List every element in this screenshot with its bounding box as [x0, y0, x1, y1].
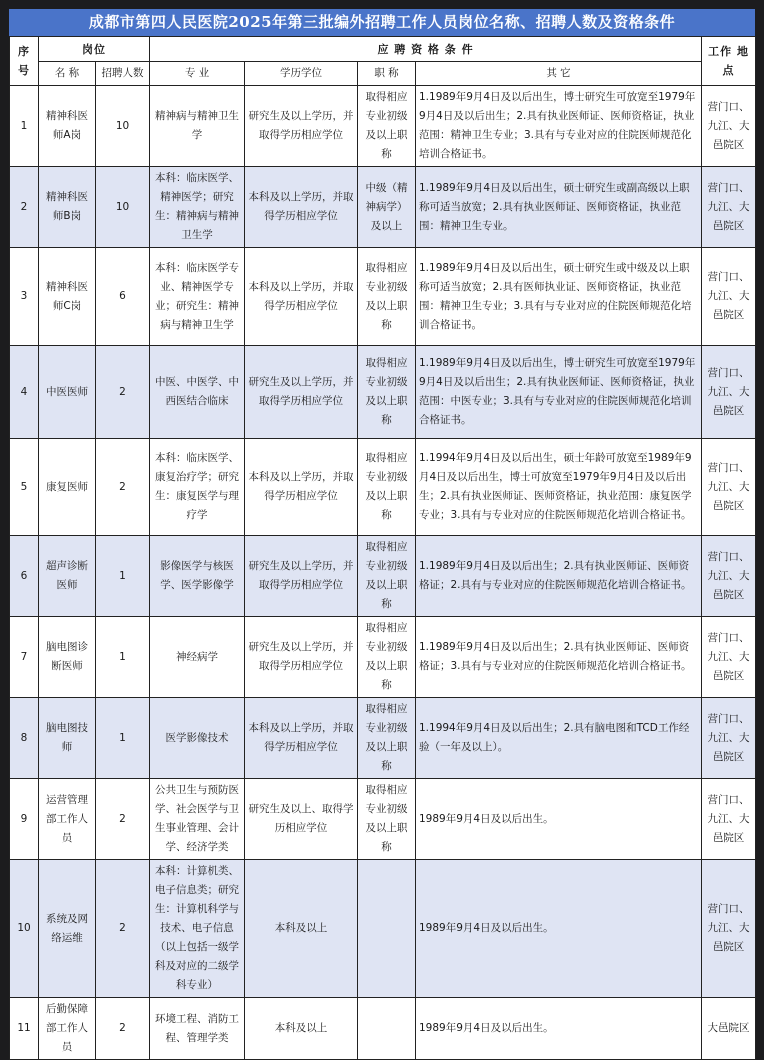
row-other: 1.1989年9月4日及以后出生，博士研究生可放宽至1979年9月4日及以后出生；2.具有执业医师证、医师资格证，执业范围：中医专业；3.具有与专业对应的住院医师规范化培训合格证书。	[416, 346, 702, 439]
row-other: 1989年9月4日及以后出生。	[416, 998, 702, 1060]
row-post-name: 康复医师	[39, 439, 96, 536]
row-count: 1	[96, 698, 150, 779]
row-title-rank: 取得相应专业初级及以上职称	[358, 86, 416, 167]
row-major: 神经病学	[150, 617, 245, 698]
row-other: 1.1989年9月4日及以后出生，硕士研究生或中级及以上职称可适当放宽；2.具有医师执业证、医师资格证，执业范围：精神卫生专业；3.具有与专业对应的住院医师规范化培训合格证书。	[416, 248, 702, 346]
row-title-rank: 取得相应专业初级及以上职称	[358, 346, 416, 439]
row-major: 医学影像技术	[150, 698, 245, 779]
row-post-name: 运营管理部工作人员	[39, 779, 96, 860]
row-other: 1.1989年9月4日及以后出生，博士研究生可放宽至1979年9月4日及以后出生；2.具有执业医师证、医师资格证，执业范围：精神卫生专业；3.具有与专业对应的住院医师规范化培训合格证书。	[416, 86, 702, 167]
row-major: 本科：临床医学、康复治疗学；研究生：康复医学与理疗学	[150, 439, 245, 536]
row-education: 研究生及以上学历，并取得学历相应学位	[245, 86, 358, 167]
row-seq: 10	[10, 860, 39, 998]
table-row	[10, 998, 756, 1060]
row-seq: 7	[10, 617, 39, 698]
table-row	[10, 617, 756, 698]
row-count: 2	[96, 860, 150, 998]
row-seq: 4	[10, 346, 39, 439]
row-location: 营门口、九江、大邑院区	[702, 860, 756, 998]
row-location: 营门口、九江、大邑院区	[702, 536, 756, 617]
row-title-rank: 取得相应专业初级及以上职称	[358, 536, 416, 617]
row-title-rank: 取得相应专业初级及以上职称	[358, 248, 416, 346]
row-major: 本科：计算机类、电子信息类；研究生：计算机科学与技术、电子信息（以上包括一级学科及对应的二级学科专业）	[150, 860, 245, 998]
table-row	[10, 439, 756, 536]
row-count: 10	[96, 86, 150, 167]
table-row	[10, 698, 756, 779]
header-name: 名 称	[39, 62, 96, 86]
row-other: 1.1994年9月4日及以后出生；2.具有脑电图和TCD工作经验（一年及以上）。	[416, 698, 702, 779]
row-other: 1.1989年9月4日及以后出生；2.具有执业医师证、医师资格证；3.具有与专业对应的住院医师规范化培训合格证书。	[416, 617, 702, 698]
row-title-rank: 中级（精神病学）及以上	[358, 167, 416, 248]
row-seq: 5	[10, 439, 39, 536]
row-seq: 8	[10, 698, 39, 779]
row-title-rank	[358, 860, 416, 998]
header-location: 工作 地点	[702, 37, 756, 86]
row-count: 10	[96, 167, 150, 248]
row-education: 本科及以上	[245, 860, 358, 998]
row-post-name: 后勤保障部工作人员	[39, 998, 96, 1060]
row-education: 研究生及以上、取得学历相应学位	[245, 779, 358, 860]
header-title-rank: 职 称	[358, 62, 416, 86]
row-seq: 2	[10, 167, 39, 248]
row-post-name: 精神科医师C岗	[39, 248, 96, 346]
row-seq: 3	[10, 248, 39, 346]
table-row	[10, 248, 756, 346]
header-major: 专 业	[150, 62, 245, 86]
header-seq: 序号	[10, 37, 39, 86]
row-education: 本科及以上学历，并取得学历相应学位	[245, 167, 358, 248]
header-post: 岗位	[39, 37, 150, 62]
row-post-name: 精神科医师A岗	[39, 86, 96, 167]
row-count: 6	[96, 248, 150, 346]
row-location: 营门口、九江、大邑院区	[702, 617, 756, 698]
row-seq: 11	[10, 998, 39, 1060]
row-major: 公共卫生与预防医学、社会医学与卫生事业管理、会计学、经济学类	[150, 779, 245, 860]
row-count: 2	[96, 346, 150, 439]
row-location: 营门口、九江、大邑院区	[702, 167, 756, 248]
row-other: 1.1989年9月4日及以后出生，硕士研究生或副高级以上职称可适当放宽；2.具有执业医师证、医师资格证，执业范围：精神卫生专业。	[416, 167, 702, 248]
row-count: 1	[96, 617, 150, 698]
row-other: 1.1994年9月4日及以后出生，硕士年龄可放宽至1989年9月4日及以后出生，博士可放宽至1979年9月4日及以后出生；2.具有执业医师证、医师资格证，执业范围：康复医学专业；3.具有与专业对应的住院医师规范化培训合格证书。	[416, 439, 702, 536]
table-row	[10, 779, 756, 860]
row-major: 精神病与精神卫生学	[150, 86, 245, 167]
row-location: 营门口、九江、大邑院区	[702, 248, 756, 346]
row-education: 研究生及以上学历，并取得学历相应学位	[245, 617, 358, 698]
row-other: 1.1989年9月4日及以后出生；2.具有执业医师证、医师资格证；2.具有与专业对应的住院医师规范化培训合格证书。	[416, 536, 702, 617]
row-title-rank: 取得相应专业初级及以上职称	[358, 698, 416, 779]
row-location: 营门口、九江、大邑院区	[702, 346, 756, 439]
table-row	[10, 860, 756, 998]
row-title-rank	[358, 998, 416, 1060]
row-post-name: 中医医师	[39, 346, 96, 439]
header-count: 招聘人数	[96, 62, 150, 86]
row-location: 营门口、九江、大邑院区	[702, 439, 756, 536]
row-title-rank: 取得相应专业初级及以上职称	[358, 439, 416, 536]
header-education: 学历学位	[245, 62, 358, 86]
row-post-name: 脑电图诊断医师	[39, 617, 96, 698]
row-education: 研究生及以上学历，并取得学历相应学位	[245, 346, 358, 439]
row-post-name: 超声诊断医师	[39, 536, 96, 617]
row-location: 大邑院区	[702, 998, 756, 1060]
row-title-rank: 取得相应专业初级及以上职称	[358, 779, 416, 860]
page-title: 成都市第四人民医院2025年第三批编外招聘工作人员岗位名称、招聘人数及资格条件	[9, 9, 755, 36]
table-row	[10, 86, 756, 167]
table-row	[10, 346, 756, 439]
row-count: 2	[96, 439, 150, 536]
row-major: 本科：临床医学专业、精神医学专业；研究生：精神病与精神卫生学	[150, 248, 245, 346]
row-other: 1989年9月4日及以后出生。	[416, 860, 702, 998]
row-seq: 1	[10, 86, 39, 167]
row-major: 中医、中医学、中西医结合临床	[150, 346, 245, 439]
row-count: 2	[96, 779, 150, 860]
positions-table	[9, 36, 756, 1060]
recruitment-sheet	[9, 9, 755, 1053]
row-seq: 9	[10, 779, 39, 860]
row-seq: 6	[10, 536, 39, 617]
row-major: 本科：临床医学、精神医学；研究生：精神病与精神卫生学	[150, 167, 245, 248]
row-post-name: 系统及网络运维	[39, 860, 96, 998]
row-post-name: 脑电图技师	[39, 698, 96, 779]
row-education: 研究生及以上学历，并取得学历相应学位	[245, 536, 358, 617]
table-row	[10, 167, 756, 248]
row-other: 1989年9月4日及以后出生。	[416, 779, 702, 860]
row-title-rank: 取得相应专业初级及以上职称	[358, 617, 416, 698]
header-other: 其 它	[416, 62, 702, 86]
row-location: 营门口、九江、大邑院区	[702, 779, 756, 860]
row-education: 本科及以上学历，并取得学历相应学位	[245, 698, 358, 779]
row-education: 本科及以上	[245, 998, 358, 1060]
row-location: 营门口、九江、大邑院区	[702, 698, 756, 779]
row-post-name: 精神科医师B岗	[39, 167, 96, 248]
row-education: 本科及以上学历，并取得学历相应学位	[245, 439, 358, 536]
row-location: 营门口、九江、大邑院区	[702, 86, 756, 167]
row-count: 2	[96, 998, 150, 1060]
row-major: 环境工程、消防工程、管理学类	[150, 998, 245, 1060]
row-major: 影像医学与核医学、医学影像学	[150, 536, 245, 617]
table-row	[10, 536, 756, 617]
row-count: 1	[96, 536, 150, 617]
header-requirements: 应 聘 资 格 条 件	[150, 37, 702, 62]
row-education: 本科及以上学历，并取得学历相应学位	[245, 248, 358, 346]
